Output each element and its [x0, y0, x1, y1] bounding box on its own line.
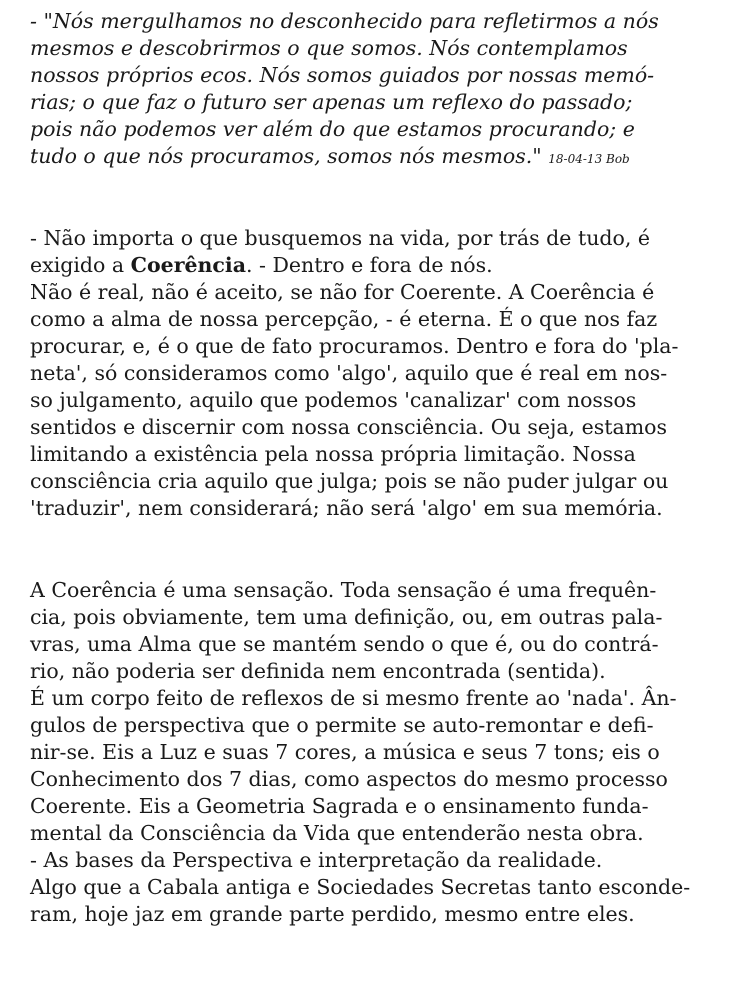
para1-line-8: sentidos e discernir com nossa consciência. Ou seja, estamos — [30, 415, 668, 439]
para1-line-1: - Não importa o que busquemos na vida, por trás de tudo, é — [30, 226, 651, 250]
quote-line-4: rias; o que faz o futuro ser apenas um reflexo do passado; — [30, 90, 633, 114]
para1-line-7: so julgamento, aquilo que podemos 'canalizar' com nossos — [30, 388, 637, 412]
quote-line-6-text: tudo o que nós procuramos, somos nós mesmos." — [30, 144, 542, 168]
para2-line-10: mental da Consciência da Vida que entenderão nesta obra. — [30, 821, 644, 845]
quote-line-5: pois não podemos ver além do que estamos procurando; e — [30, 117, 635, 141]
para1-line-4: como a alma de nossa percepção, - é eterna. É o que nos faz — [30, 307, 658, 331]
quote-line-6 — [30, 143, 630, 173]
quote-line-2: mesmos e descobrirmos o que somos. Nós contemplamos — [30, 36, 628, 60]
para2-line-8: Conhecimento dos 7 dias, como aspectos do mesmo processo — [30, 767, 668, 791]
coerencia-bold: Coerência — [130, 253, 246, 277]
para2-line-2: cia, pois obviamente, tem uma definição, ou, em outras pala- — [30, 605, 663, 629]
para1-line-9: limitando a existência pela nossa própria limitação. Nossa — [30, 442, 636, 466]
para1-line-3: Não é real, não é aceito, se não for Coerente. A Coerência é — [30, 280, 655, 304]
para1-line-6: neta', só consideramos como 'algo', aquilo que é real em nos- — [30, 361, 668, 385]
para2-line-5: É um corpo feito de reflexos de si mesmo frente ao 'nada'. Ân- — [30, 686, 677, 710]
para2-line-4: rio, não poderia ser definida nem encontrada (sentida). — [30, 659, 606, 683]
para2-line-11: - As bases da Perspectiva e interpretação da realidade. — [30, 848, 603, 872]
para1-line-2 — [30, 252, 493, 279]
quote-signature: 18-04-13 Bob — [548, 152, 630, 166]
para2-line-13: ram, hoje jaz em grande parte perdido, mesmo entre eles. — [30, 902, 635, 926]
para1-line-2-after: . - Dentro e fora de nós. — [246, 253, 493, 277]
para2-line-12: Algo que a Cabala antiga e Sociedades Secretas tanto esconde- — [30, 875, 691, 899]
para2-line-6: gulos de perspectiva que o permite se auto-remontar e defi- — [30, 713, 654, 737]
para1-line-5: procurar, e, é o que de fato procuramos. Dentro e fora do 'pla- — [30, 334, 679, 358]
para1-line-2-before: exigido a — [30, 253, 131, 277]
para1-line-10: consciência cria aquilo que julga; pois se não puder julgar ou — [30, 469, 669, 493]
quote-line-1: - "Nós mergulhamos no desconhecido para refletirmos a nós — [30, 9, 659, 33]
para1-line-11: 'traduzir', nem considerará; não será 'algo' em sua memória. — [30, 496, 663, 520]
para2-line-7: nir-se. Eis a Luz e suas 7 cores, a música e seus 7 tons; eis o — [30, 740, 660, 764]
quote-line-3: nossos próprios ecos. Nós somos guiados por nossas memó- — [30, 63, 655, 87]
para2-line-3: vras, uma Alma que se mantém sendo o que é, ou do contrá- — [30, 632, 659, 656]
para2-line-1: A Coerência é uma sensação. Toda sensação é uma frequên- — [30, 578, 657, 602]
para2-line-9: Coerente. Eis a Geometria Sagrada e o ensinamento funda- — [30, 794, 649, 818]
